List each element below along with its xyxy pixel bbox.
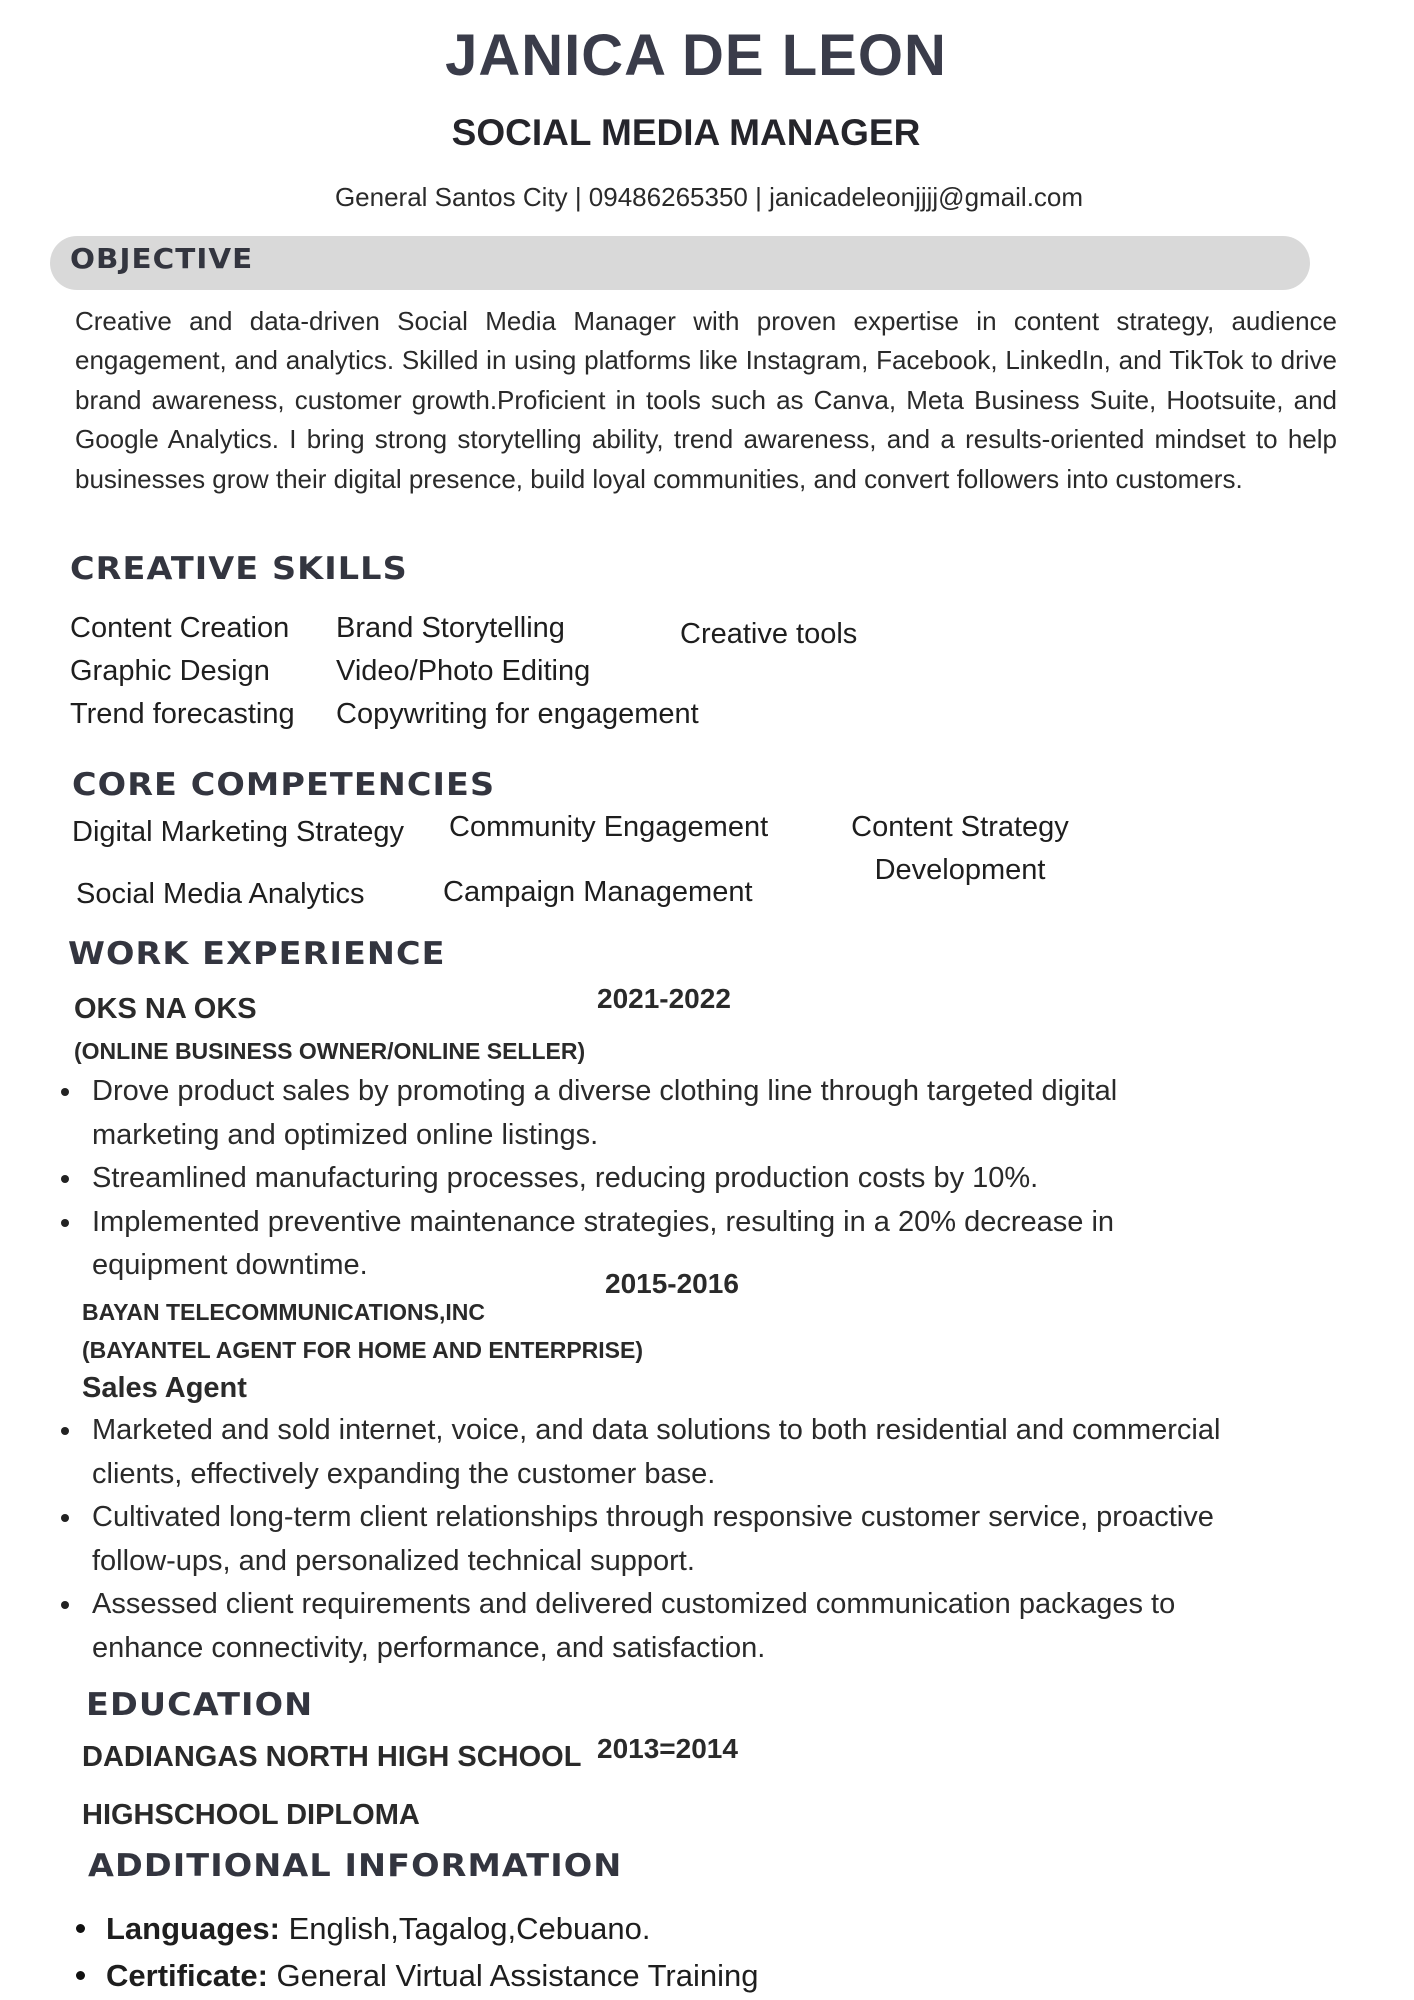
additional-info-heading: ADDITIONAL INFORMATION — [88, 1848, 623, 1884]
additional-item — [106, 1905, 1206, 1952]
job-bullet: Cultivated long-term client relationships through responsive customer service, proactive follow-ups, and personalized technical support. — [92, 1496, 1222, 1583]
additional-value: English,Tagalog,Cebuano. — [279, 1911, 651, 1946]
school-name: DADIANGAS NORTH HIGH SCHOOL — [82, 1741, 582, 1773]
creative-skills-heading: CREATIVE SKILLS — [70, 551, 408, 587]
additional-label: Languages: — [106, 1911, 280, 1946]
education-heading: EDUCATION — [86, 1687, 314, 1723]
competency-item: Campaign Management — [443, 876, 753, 908]
core-competencies-heading: CORE COMPETENCIES — [72, 767, 496, 803]
competency-item: Social Media Analytics — [76, 878, 365, 910]
education-years: 2013=2014 — [597, 1733, 738, 1764]
degree: HIGHSCHOOL DIPLOMA — [82, 1799, 420, 1831]
competency-item: Content Strategy Development — [851, 811, 1069, 886]
additional-label: Certificate: — [106, 1958, 268, 1993]
job-bullet: Assessed client requirements and delivered customized communication packages to enhance connectivity, performance, and satisfaction. — [92, 1583, 1222, 1670]
job-title: SOCIAL MEDIA MANAGER — [451, 112, 921, 153]
skill-item: Video/Photo Editing — [336, 655, 591, 687]
skill-item: Trend forecasting — [70, 698, 295, 730]
employer-role: (BAYANTEL AGENT FOR HOME AND ENTERPRISE) — [82, 1337, 643, 1363]
job-bullet: Drove product sales by promoting a diverse clothing line through targeted digital marketing and optimized online listings. — [92, 1070, 1222, 1157]
competency-item: Community Engagement — [449, 811, 769, 843]
additional-info-list — [0, 1905, 1206, 1999]
job-bullets — [0, 1070, 1222, 1288]
job-bullet: Implemented preventive maintenance strategies, resulting in a 20% decrease in equipment downtime. — [92, 1201, 1212, 1288]
skill-item: Copywriting for engagement — [336, 698, 699, 730]
additional-value: General Virtual Assistance Training — [267, 1958, 759, 1993]
contact-line: General Santos City | 09486265350 | janicadeleonjjjj@gmail.com — [334, 182, 1084, 212]
employer-position: Sales Agent — [82, 1372, 247, 1404]
work-experience-heading: WORK EXPERIENCE — [68, 936, 446, 972]
skill-item: Content Creation — [70, 612, 290, 644]
additional-item — [106, 1952, 1206, 1999]
job-bullet: Marketed and sold internet, voice, and data solutions to both residential and commercial clients, effectively expanding the customer base. — [92, 1409, 1222, 1496]
employer-name: BAYAN TELECOMMUNICATIONS,INC — [82, 1299, 485, 1325]
job-bullets — [0, 1409, 1222, 1670]
job-bullet: Streamlined manufacturing processes, reducing production costs by 10%. — [92, 1157, 1222, 1201]
skill-item: Creative tools — [680, 618, 858, 650]
employer-name: OKS NA OKS — [74, 993, 257, 1025]
employment-years: 2015-2016 — [605, 1268, 739, 1299]
employer-role: (ONLINE BUSINESS OWNER/ONLINE SELLER) — [74, 1038, 586, 1064]
skill-item: Brand Storytelling — [336, 612, 565, 644]
skill-item: Graphic Design — [70, 655, 270, 687]
objective-text: Creative and data-driven Social Media Manager with proven expertise in content strategy, audience engagement, and analytics. Skilled in using platforms like Instagram, Facebook, LinkedIn, and TikTok to drive brand awareness, customer growth.Proficient in tools such as Canva, Meta Business Suite, Hootsuite, and Google Analytics. I bring strong storytelling ability, trend awareness, and a results-oriented mindset to help businesses grow their digital presence, build loyal communities, and convert followers into customers. — [75, 306, 1337, 494]
employment-years: 2021-2022 — [597, 983, 731, 1014]
competency-item: Digital Marketing Strategy — [72, 816, 405, 848]
objective-heading: OBJECTIVE — [70, 242, 254, 275]
candidate-name: JANICA DE LEON — [445, 23, 947, 88]
